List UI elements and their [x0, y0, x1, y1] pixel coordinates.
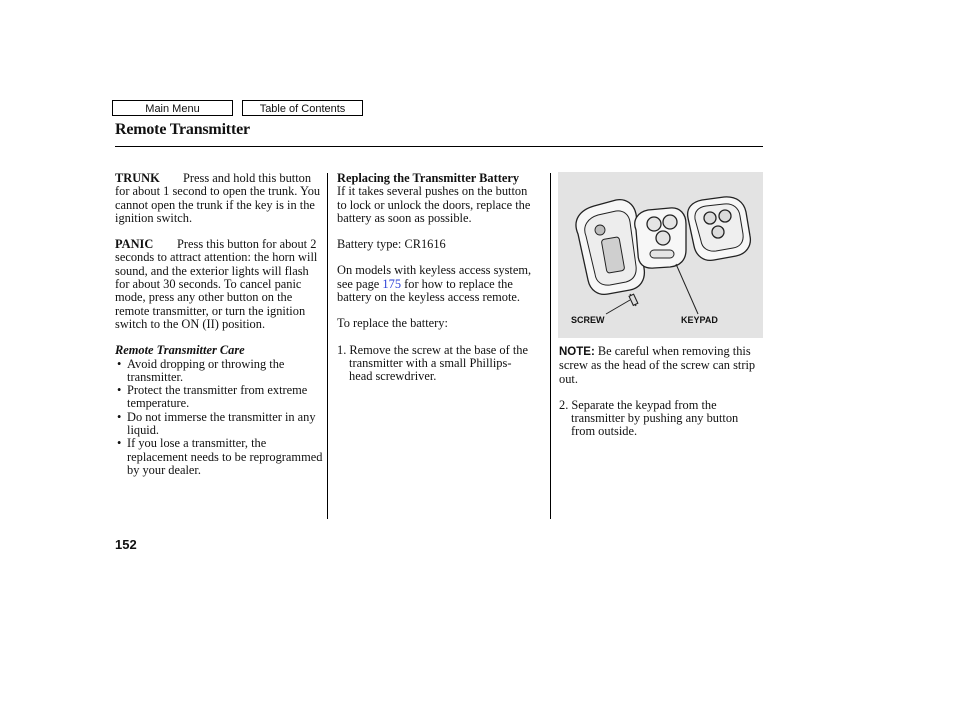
step-2: 2. Separate the keypad from the transmitter by pushing any button from outside. [559, 397, 739, 439]
transmitter-illustration [558, 172, 763, 338]
care-list [115, 358, 323, 478]
keyless-text-pre: On models with keyless access system, see page [337, 263, 532, 291]
keyless-paragraph [337, 264, 533, 304]
keyless-text-post: for how to replace the battery on the keyless access remote. [337, 276, 521, 305]
screw-label: SCREW [571, 315, 605, 325]
transmitter-drawing [558, 172, 763, 338]
table-of-contents-button[interactable]: Table of Contents [242, 100, 363, 116]
step-1: 1. Remove the screw at the base of the transmitter with a small Phillips-head screwdriver. [337, 342, 528, 384]
page-link[interactable]: 175 [382, 276, 402, 291]
battery-heading: Replacing the Transmitter Battery [337, 171, 520, 185]
list-item: • Do not immerse the transmitter in any liquid. [115, 411, 323, 438]
column-1 [115, 172, 323, 477]
column-divider-2 [550, 173, 551, 519]
panic-text: Press this button for about 2 seconds to attract attention: the horn will sound, and the exterior lights will flash for about 30 seconds. To cancel panic mode, press any other button on the remote transmitter, or turn the ignition switch to the ON (II) position. [115, 237, 318, 331]
title-divider [115, 146, 763, 147]
list-item: • If you lose a transmitter, the replacement needs to be reprogrammed by your dealer. [115, 437, 323, 477]
note-paragraph [559, 345, 763, 386]
trunk-text: Press and hold this button for about 1 second to open the trunk. You cannot open the trunk if the key is in the ignition switch. [115, 171, 321, 225]
column-3 [559, 345, 763, 439]
trunk-paragraph [115, 172, 323, 225]
panic-label: PANIC [115, 237, 154, 252]
list-item: • Avoid dropping or throwing the transmitter. [115, 358, 323, 385]
column-divider-1 [327, 173, 328, 519]
main-menu-button[interactable]: Main Menu [112, 100, 233, 116]
panic-paragraph [115, 238, 323, 331]
note-text: Be careful when removing this screw as the head of the screw can strip out. [559, 344, 756, 386]
page-title: Remote Transmitter [115, 121, 250, 138]
note-label: NOTE: [559, 346, 595, 358]
page-number: 152 [115, 537, 137, 552]
to-replace-text: To replace the battery: [337, 316, 448, 331]
list-item: • Protect the transmitter from extreme temperature. [115, 384, 323, 411]
keypad-label: KEYPAD [681, 315, 718, 325]
care-heading: Remote Transmitter Care [115, 343, 245, 358]
battery-intro: If it takes several pushes on the button to lock or unlock the doors, replace the battery as soon as possible. [337, 184, 531, 225]
column-2 [337, 172, 533, 384]
battery-type: Battery type: CR1616 [337, 237, 446, 252]
trunk-label: TRUNK [115, 171, 160, 185]
